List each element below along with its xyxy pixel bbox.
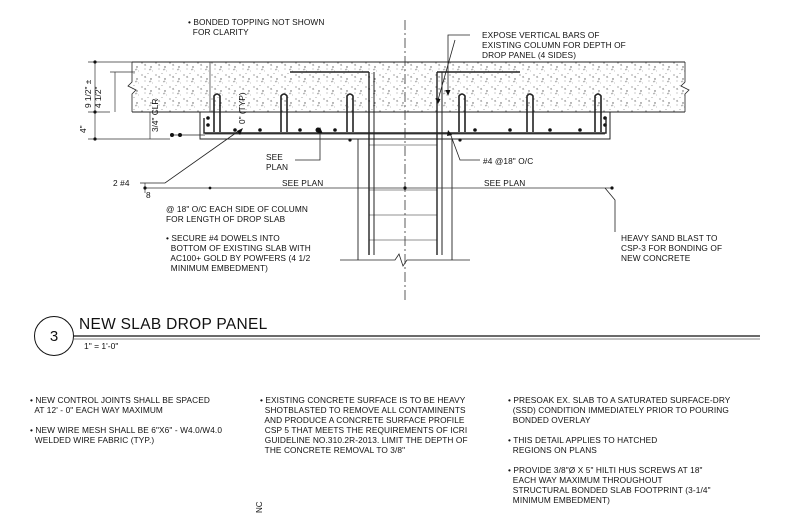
dim-0-typ: 0" (TYP) <box>237 92 247 124</box>
see-plan-small-label: SEE PLAN <box>266 152 289 172</box>
detail-scale: 1" = 1'-0" <box>84 341 119 351</box>
secure-dowels-note: • SECURE #4 DOWELS INTO BOTTOM OF EXISTING SLAB WITH AC100+ GOLD BY POWFERS (4 1/2 MINIMUM EMBEDMENT) <box>166 233 311 273</box>
bar-spacing-label: #4 @18" O/C <box>483 156 534 166</box>
note-hilti-screws: • PROVIDE 3/8"Ø X 5" HILTI HUS SCREWS AT 18" EACH WAY MAXIMUM THROUGHOUT STRUCTURAL BONDED SLAB FOOTPRINT (3-1/4" MINIMUM EMBEDMENT) <box>508 465 711 505</box>
sand-blast-note: HEAVY SAND BLAST TO CSP-3 FOR BONDING OF NEW CONCRETE <box>621 233 723 263</box>
notes-column-3 <box>508 395 778 505</box>
note-existing-surface: • EXISTING CONCRETE SURFACE IS TO BE HEAVY SHOTBLASTED TO REMOVE ALL CONTAMINENTS AND PRODUCE A CONCRETE SURFACE PROFILE CSP 5 THAT MEETS THE REQUIREMENTS OF ICRI GUIDELINE NO.310.2R-2013. LIMIT THE DEPTH OF THE CONCRETE REMOVAL TO 3/8" <box>260 395 468 455</box>
notes-column-1 <box>30 395 260 445</box>
note-control-joints: • NEW CONTROL JOINTS SHALL BE SPACED AT 12' - 0" EACH WAY MAXIMUM <box>30 395 211 415</box>
two-no4-label: 2 #4 <box>113 178 130 188</box>
note-wire-mesh: • NEW WIRE MESH SHALL BE 6"X6" - W4.0/W4.0 WELDED WIRE FABRIC (TYP.) <box>30 425 223 445</box>
bonded-topping-note: • BONDED TOPPING NOT SHOWN FOR CLARITY <box>188 17 325 37</box>
see-plan-right-label: SEE PLAN <box>484 178 526 188</box>
eight-label: 8 <box>146 190 151 200</box>
detail-number: 3 <box>49 327 59 345</box>
each-side-note: @ 18" O/C EACH SIDE OF COLUMN FOR LENGTH OF DROP SLAB <box>166 204 308 224</box>
stray-text: NC <box>255 501 264 513</box>
note-applies-hatched: • THIS DETAIL APPLIES TO HATCHED REGIONS ON PLANS <box>508 435 658 455</box>
existing-slab <box>128 62 689 112</box>
detail-title: NEW SLAB DROP PANEL <box>79 316 268 333</box>
dim-4-half: 4 1/2" <box>93 86 103 108</box>
see-plan-left-label: SEE PLAN <box>282 178 324 188</box>
dim-4: 4" <box>78 125 88 133</box>
expose-bars-note: EXPOSE VERTICAL BARS OF EXISTING COLUMN FOR DEPTH OF DROP PANEL (4 SIDES) <box>482 30 626 60</box>
note-presoak: • PRESOAK EX. SLAB TO A SATURATED SURFACE-DRY (SSD) CONDITION IMMEDIATELY PRIOR TO POURING BONDED OVERLAY <box>508 395 731 425</box>
dim-clear-cover: 3/4" CLR <box>150 98 160 132</box>
notes-column-2 <box>260 395 505 455</box>
new-drop-panel <box>170 112 610 139</box>
dim-slab-thickness: 9 1/2" ± <box>83 79 93 108</box>
detail-number-bubble <box>34 316 74 356</box>
